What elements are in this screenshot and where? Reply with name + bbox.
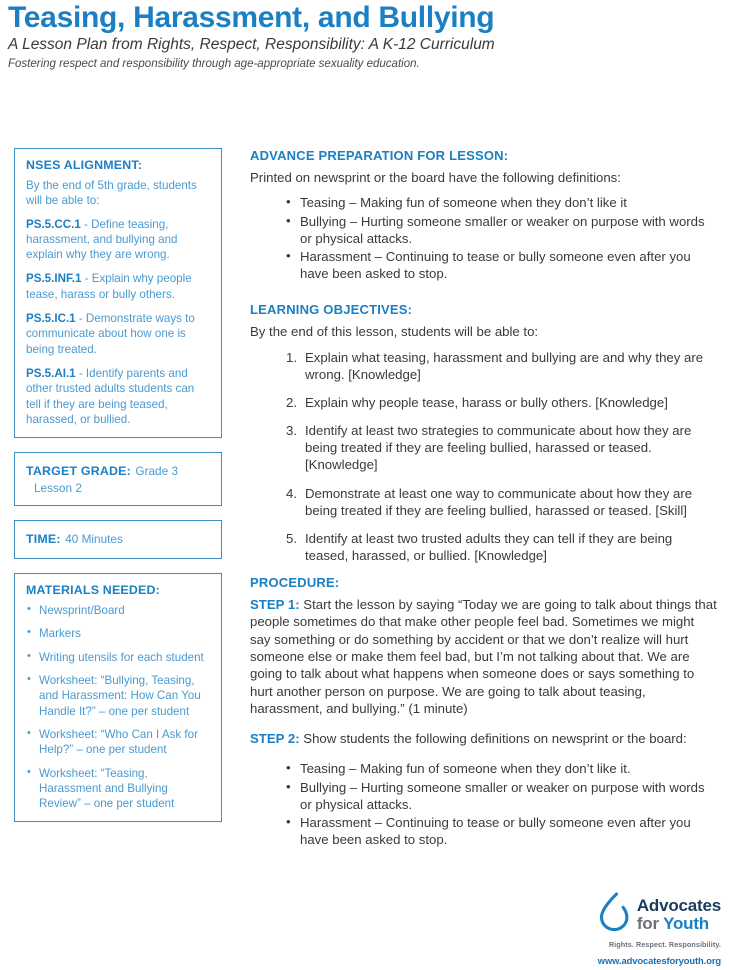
footer	[491, 892, 721, 966]
target-grade-box	[14, 452, 222, 506]
step-2-label: STEP 2:	[250, 731, 300, 747]
step-1-label: STEP 1:	[250, 597, 300, 613]
nses-standard-item	[26, 271, 210, 302]
nses-standard-code: PS.5.AI.1	[26, 366, 76, 380]
list-item: Demonstrate at least one way to communicate about how they are being treated if they are feeling bullied, harassed or teased. [Skill]	[305, 485, 693, 518]
advance-preparation-definitions	[250, 194, 718, 282]
time-line	[26, 530, 210, 548]
logo-advocates-text: Advocates	[636, 896, 721, 915]
list-item: • Worksheet: “Bullying, Teasing, and Harassment: How Can You Handle It?” – one per student	[26, 673, 210, 719]
list-item: • Markers	[26, 626, 210, 641]
nses-standard-item	[26, 217, 210, 263]
list-item: Explain why people tease, harass or bully others. [Knowledge]	[305, 394, 668, 410]
list-item: • Teasing – Making fun of someone when they don’t like it	[286, 194, 718, 211]
document-header	[0, 0, 729, 72]
sidebar	[14, 148, 222, 836]
nses-standard-code: PS.5.CC.1	[26, 217, 81, 231]
nses-alignment-intro: By the end of 5th grade, students will be able to:	[26, 179, 197, 208]
main-content	[250, 148, 718, 852]
target-grade-label: TARGET GRADE:	[26, 464, 131, 479]
logo-wordmark	[637, 897, 721, 932]
logo-for-youth-text	[637, 915, 721, 932]
nses-alignment-title: NSES ALIGNMENT:	[26, 158, 143, 172]
list-item: • Newsprint/Board	[26, 603, 210, 618]
page-title: Teasing, Harassment, and Bullying	[8, 1, 495, 34]
procedure-heading: PROCEDURE:	[250, 575, 340, 591]
nses-standard-code: PS.5.IC.1	[26, 312, 76, 326]
step-1-text: Start the lesson by saying “Today we are going to talk about things that people sometimes do that make other people feel bad. Sometimes we might say something or do something by accident or that we don’t realize will hurt someone else or make them feel bad, but I’m not talking about that. We are going to talk about what happens when someone does or says something to hurt another person on purpose. We are going to talk about teasing, harassment, and bullying.” (1 minute)	[250, 597, 717, 716]
step-2-text: Show students the following definitions on newsprint or the board:	[299, 731, 687, 747]
list-item: Identify at least two trusted adults they can tell if they are being teased, harassed, or bullied. [Knowledge]	[305, 530, 673, 564]
list-item: • Harassment – Continuing to tease or bully someone even after you have been asked to stop.	[286, 814, 718, 848]
document-tagline: Fostering respect and responsibility through age-appropriate sexuality education.	[8, 57, 420, 70]
nses-standard-text: - Demonstrate ways to communicate about how one is being treated.	[26, 312, 195, 356]
materials-needed-box	[14, 573, 222, 822]
time-label: TIME:	[26, 532, 61, 547]
procedure-step-2	[250, 730, 718, 747]
list-item: • Worksheet: “Teasing, Harassment and Bullying Review” – one per student	[26, 766, 210, 812]
logo-for-text: for	[636, 914, 664, 933]
list-item: Identify at least two strategies to communicate about how they are being treated if they are feeling bullied, harassed or teased. [Knowledge]	[305, 423, 692, 473]
advance-preparation-lead: Printed on newsprint or the board have the following definitions:	[250, 170, 621, 185]
materials-list	[26, 603, 210, 811]
document-subtitle: A Lesson Plan from Rights, Respect, Responsibility: A K-12 Curriculum	[8, 36, 495, 54]
water-drop-icon	[595, 892, 631, 937]
procedure-step-1	[250, 596, 718, 717]
step-2-definitions	[250, 760, 718, 848]
list-item: Explain what teasing, harassment and bullying are and why they are wrong. [Knowledge]	[305, 349, 704, 382]
website-url[interactable]: www.advocatesforyouth.org	[597, 955, 721, 966]
nses-standard-text: - Explain why people tease, harass or bully others.	[26, 272, 192, 301]
learning-objectives-lead: By the end of this lesson, students will be able to:	[250, 324, 539, 340]
list-item: • Harassment – Continuing to tease or bully someone even after you have been asked to stop.	[286, 248, 718, 282]
learning-objectives-list	[250, 349, 718, 565]
target-grade-line	[26, 462, 210, 480]
nses-standard-text: - Define teasing, harassment, and bullying and explain why they are wrong.	[26, 217, 178, 262]
time-box	[14, 520, 222, 559]
nses-standard-code: PS.5.INF.1	[26, 272, 82, 286]
nses-standard-text: - Identify parents and other trusted adults students can tell if they are being teased, harassed, or bullied.	[26, 366, 195, 426]
logo-tagline: Rights. Respect. Responsibility.	[608, 940, 721, 949]
nses-standard-item	[26, 366, 210, 427]
advance-preparation-heading: ADVANCE PREPARATION FOR LESSON:	[250, 148, 509, 163]
logo-youth-text: Youth	[663, 914, 709, 933]
target-grade-lesson: Lesson 2	[34, 481, 82, 496]
advocates-for-youth-logo	[491, 892, 721, 937]
target-grade-value: Grade 3	[135, 464, 179, 479]
list-item: • Bullying – Hurting someone smaller or weaker on purpose with words or physical attacks.	[286, 779, 718, 813]
list-item: • Teasing – Making fun of someone when they don’t like it.	[286, 760, 718, 777]
nses-alignment-box	[14, 148, 222, 438]
list-item: • Bullying – Hurting someone smaller or weaker on purpose with words or physical attacks.	[286, 213, 718, 247]
list-item: • Writing utensils for each student	[26, 650, 210, 665]
list-item: • Worksheet: “Who Can I Ask for Help?” – one per student	[26, 727, 210, 758]
learning-objectives-heading: LEARNING OBJECTIVES:	[250, 302, 413, 318]
time-value: 40 Minutes	[65, 532, 123, 547]
nses-standard-item	[26, 311, 210, 357]
materials-needed-title: MATERIALS NEEDED:	[26, 583, 160, 598]
